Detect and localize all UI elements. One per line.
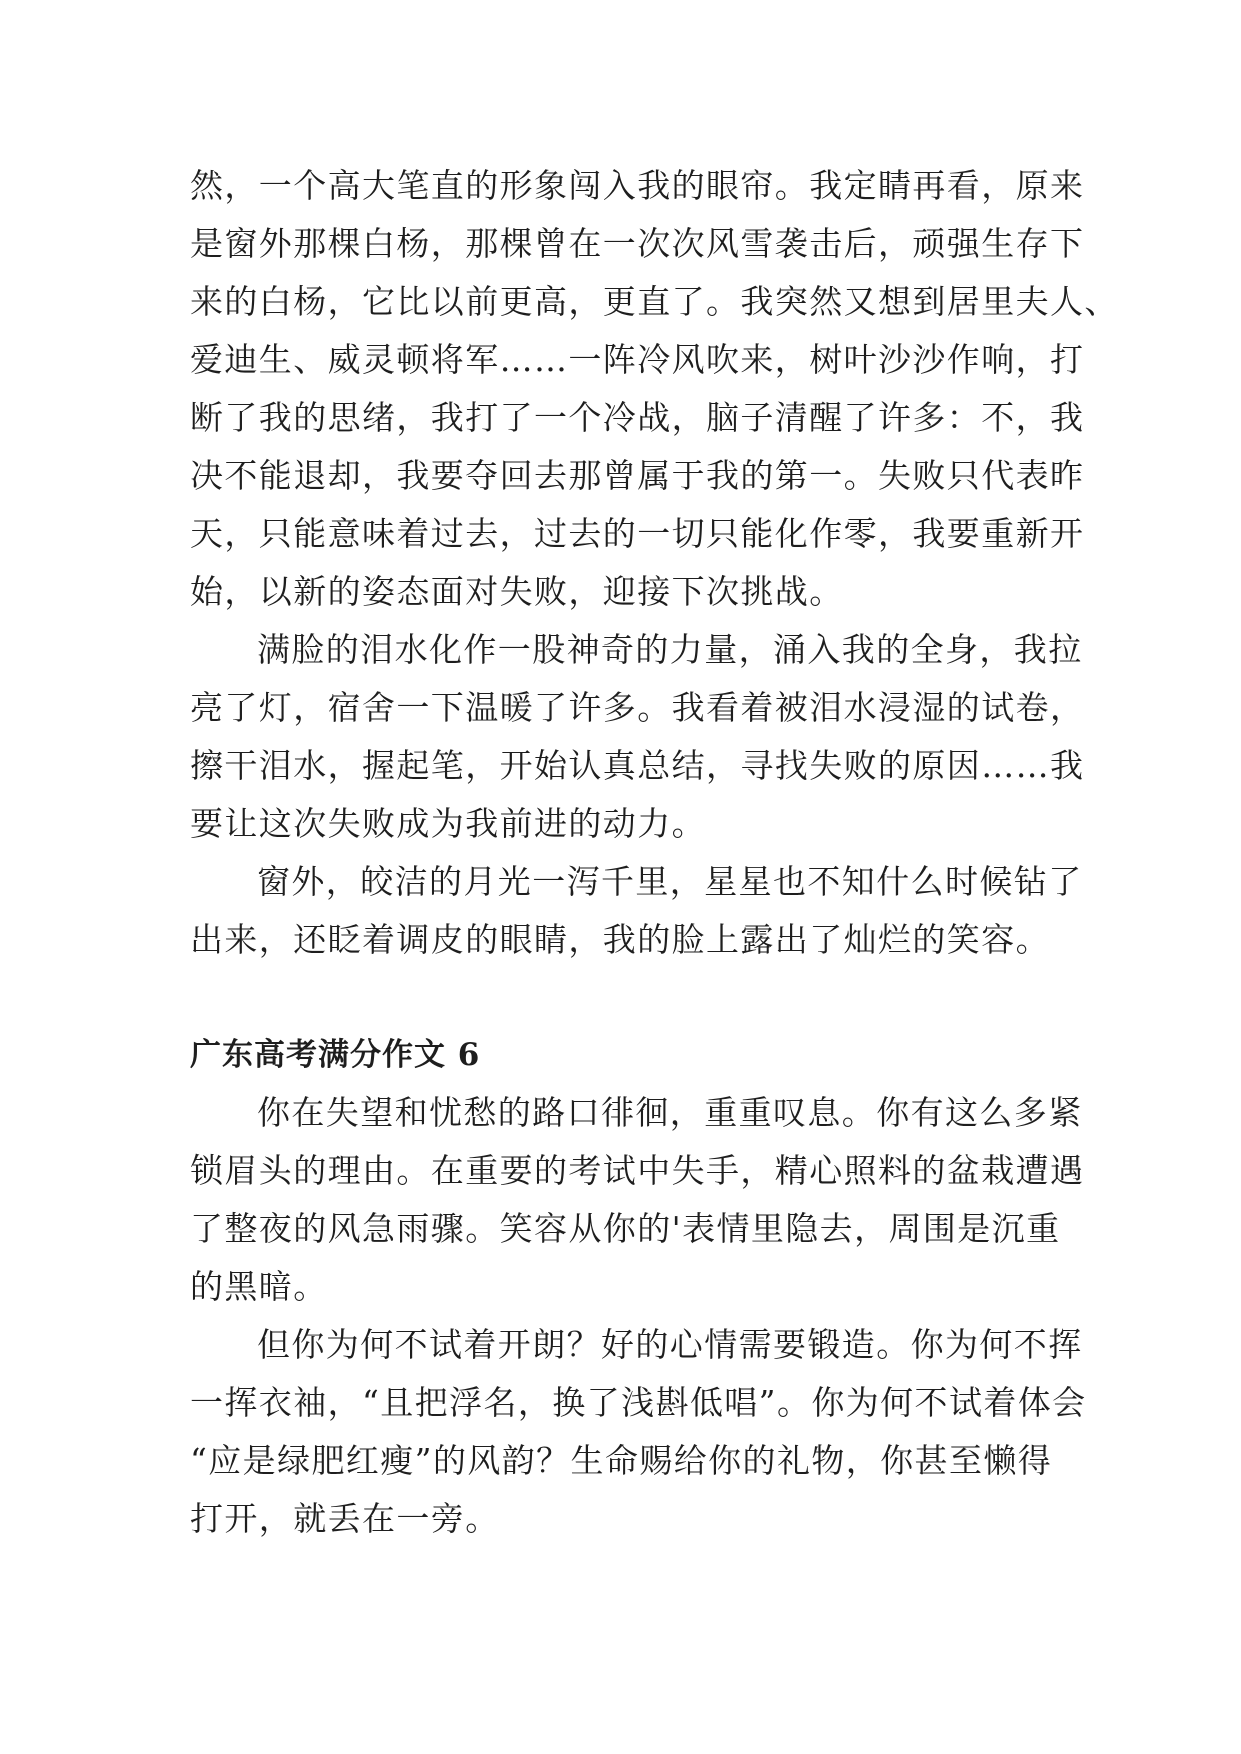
paragraph-first-line: 你在失望和忧愁的路口徘徊，重重叹息。你有这么多紧 (257, 1093, 1083, 1132)
text-line: 了整夜的风急雨骤。笑容从你的'表情里隐去，周围是沉重 (190, 1209, 1061, 1248)
text-line: 亮了灯，宿舍一下温暖了许多。我看着被泪水浸湿的试卷， (190, 688, 1085, 727)
text-line: 擦干泪水，握起笔，开始认真总结，寻找失败的原因……我 (190, 746, 1085, 785)
paragraph-first-line: 窗外，皎洁的月光一泻千里，星星也不知什么时候钻了 (257, 862, 1083, 901)
text-line: 决不能退却，我要夺回去那曾属于我的第一。失败只代表昨 (190, 456, 1085, 495)
text-line: 出来，还眨着调皮的眼睛，我的脸上露出了灿烂的笑容。 (190, 920, 1050, 959)
text-line: 来的白杨，它比以前更高，更直了。我突然又想到居里夫人、 (190, 282, 1119, 321)
text-line: 天，只能意味着过去，过去的一切只能化作零，我要重新开 (190, 514, 1085, 553)
text-line: 断了我的思绪，我打了一个冷战，脑子清醒了许多：不，我 (190, 398, 1085, 437)
text-line: 打开，就丢在一旁。 (190, 1499, 500, 1538)
text-line: “应是绿肥红瘦”的风韵？生命赐给你的礼物，你甚至懒得 (190, 1441, 1053, 1480)
paragraph-first-line: 满脸的泪水化作一股神奇的力量，涌入我的全身，我拉 (257, 630, 1083, 669)
text-line: 始，以新的姿态面对失败，迎接下次挑战。 (190, 572, 844, 611)
paragraph-first-line: 但你为何不试着开朗？好的心情需要锻造。你为何不挥 (257, 1325, 1083, 1364)
text-line: 要让这次失败成为我前进的动力。 (190, 804, 706, 843)
text-line: 爱迪生、威灵顿将军……一阵冷风吹来，树叶沙沙作响，打 (190, 340, 1085, 379)
text-line: 的黑暗。 (190, 1267, 328, 1306)
text-line: 然，一个高大笔直的形象闯入我的眼帘。我定睛再看，原来 (190, 166, 1085, 205)
text-line: 一挥衣袖，“且把浮名，换了浅斟低唱”。你为何不试着体会 (190, 1383, 1087, 1422)
text-line: 是窗外那棵白杨，那棵曾在一次次风雪袭击后，顽强生存下 (190, 224, 1085, 263)
section-heading: 广东高考满分作文 6 (190, 1037, 481, 1073)
text-line: 锁眉头的理由。在重要的考试中失手，精心照料的盆栽遭遇 (190, 1151, 1085, 1190)
